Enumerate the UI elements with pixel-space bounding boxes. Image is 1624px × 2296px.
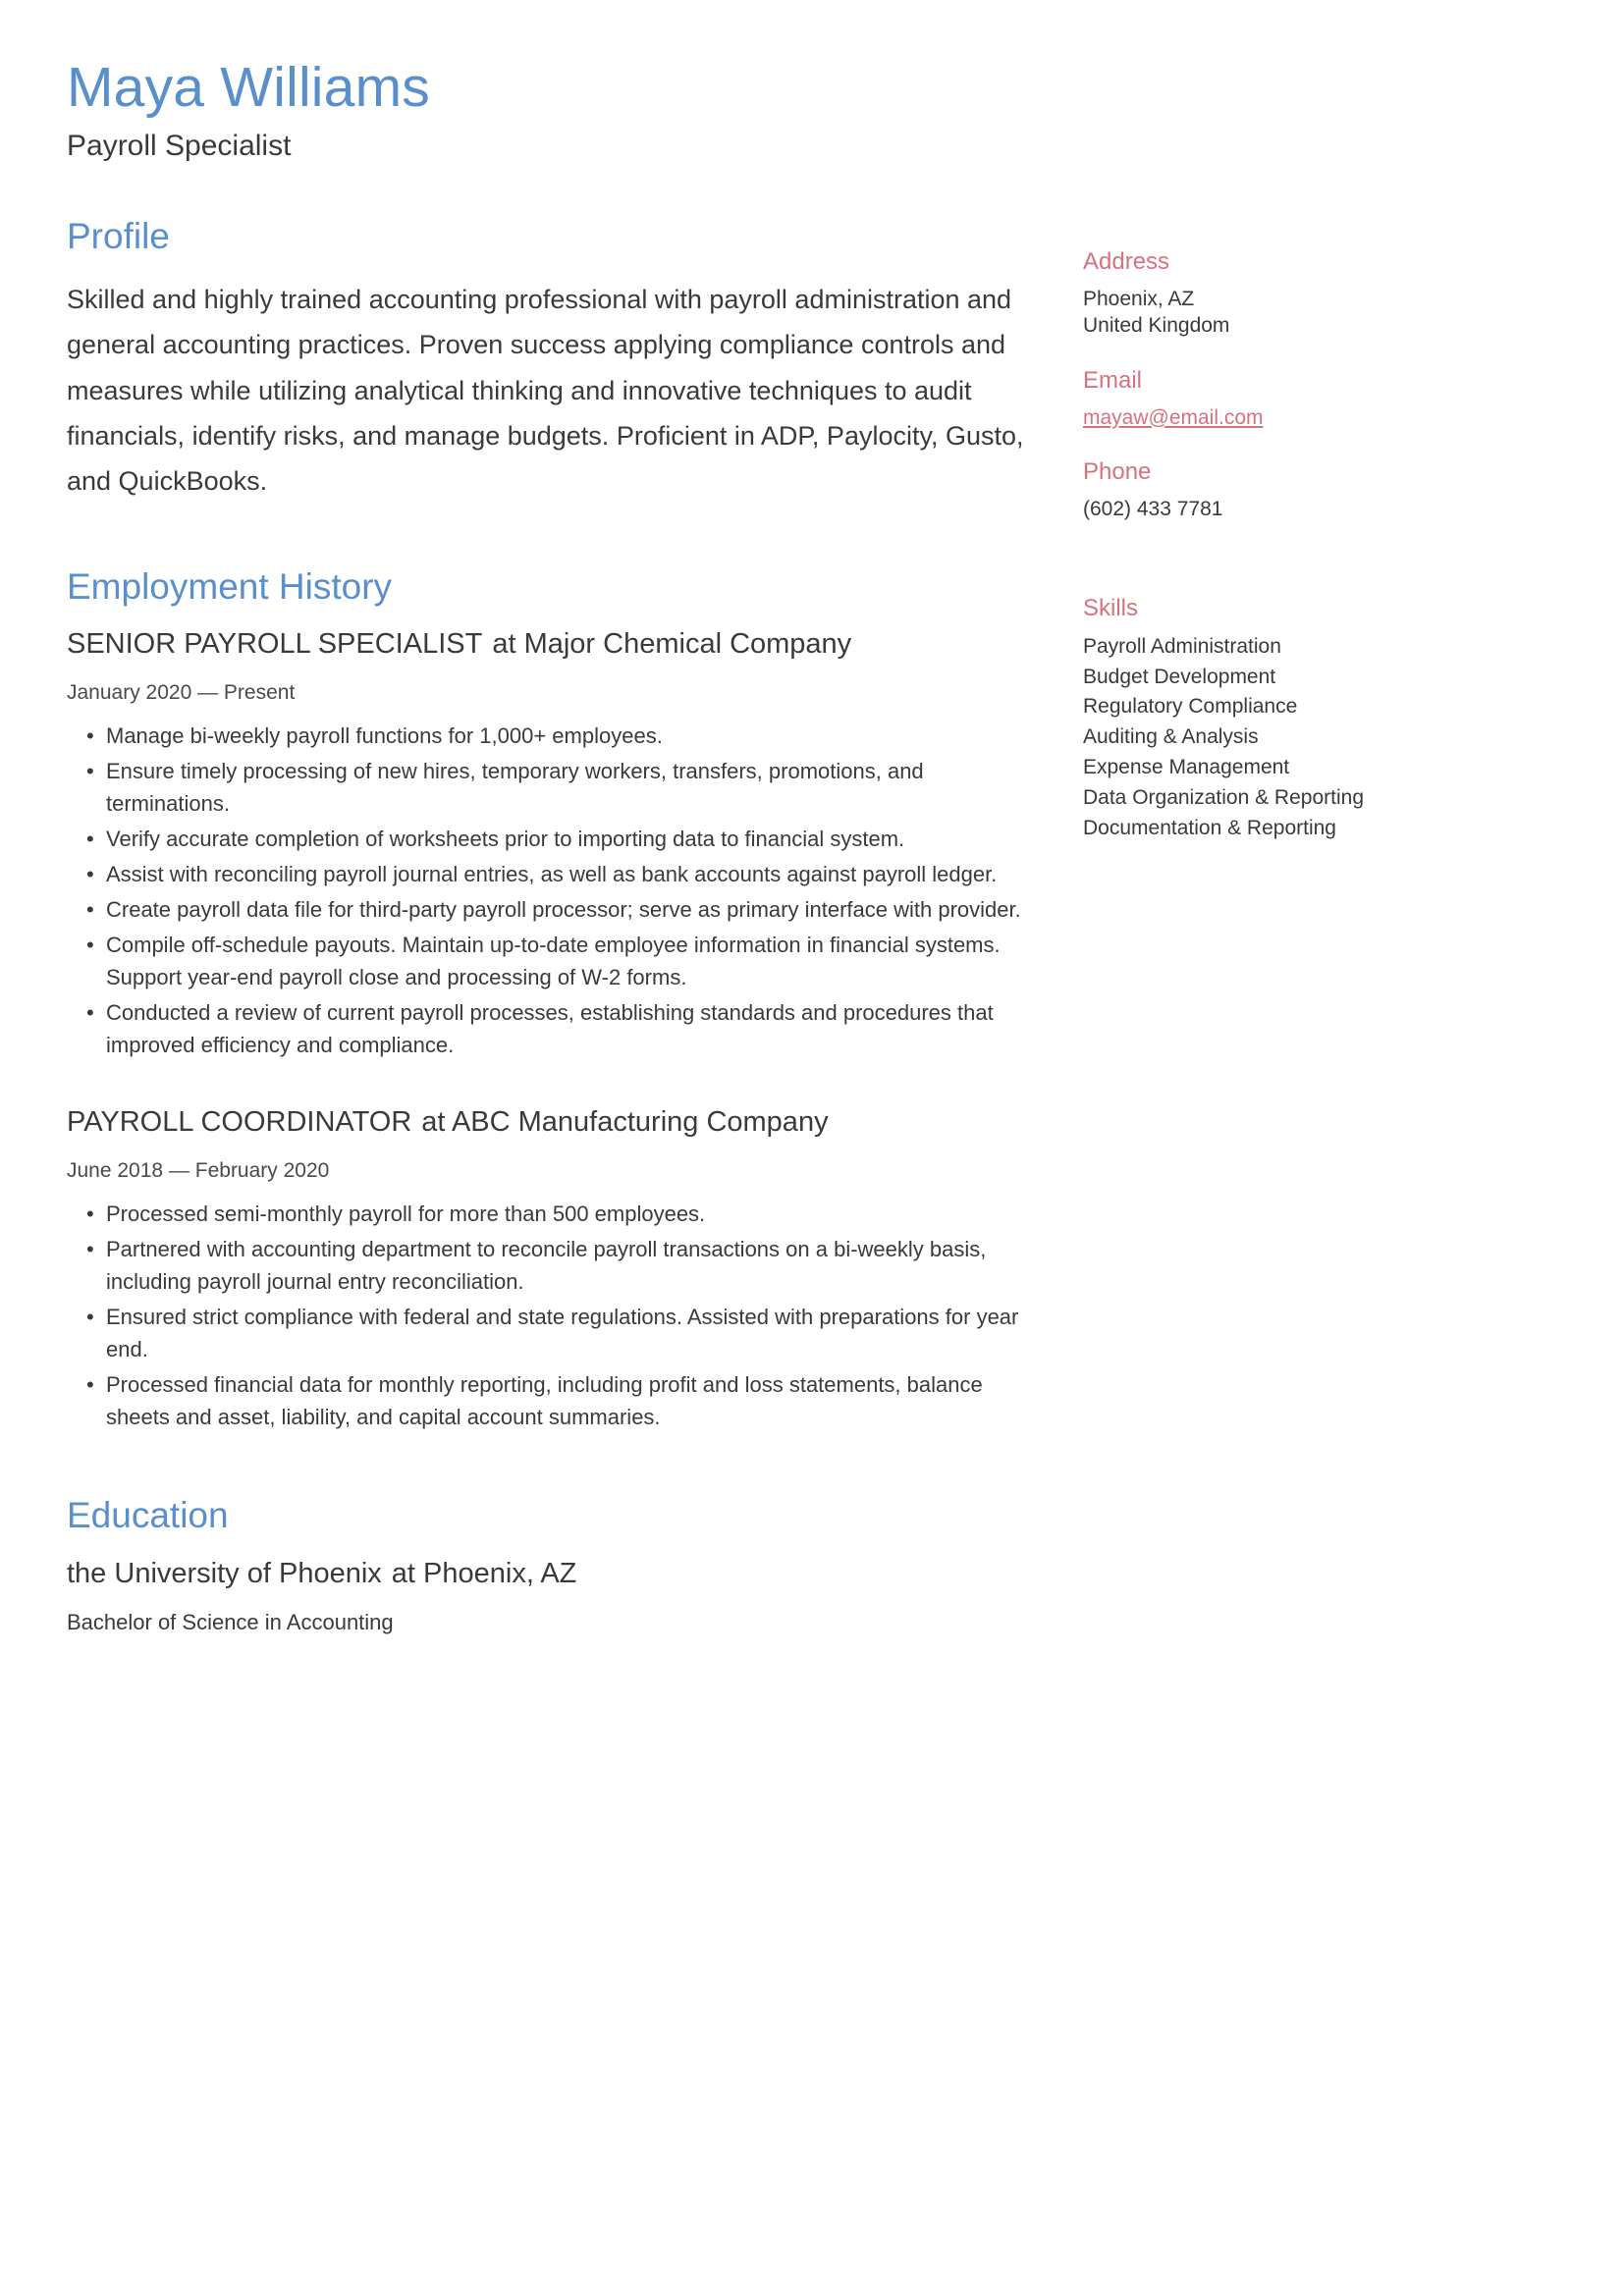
education-entry-title: [67, 1556, 1024, 1593]
employment-bullet: • Ensured strict compliance with federal and state regulations. Assisted with preparations for year end.: [67, 1301, 1024, 1365]
employment-bullet: • Conducted a review of current payroll processes, establishing standards and procedures that improved efficiency and compliance.: [67, 996, 1024, 1061]
employment-section: [67, 565, 1024, 1433]
skill-item: Data Organization & Reporting: [1083, 786, 1364, 810]
address-line-2: United Kingdom: [1083, 314, 1230, 338]
education-location: at Phoenix, AZ: [391, 1557, 577, 1589]
email-link[interactable]: mayaw@email.com: [1083, 405, 1264, 429]
candidate-job-title: Payroll Specialist: [67, 129, 292, 162]
employment-dates: January 2020 — Present: [67, 680, 296, 704]
education-section: [67, 1494, 1024, 1638]
employment-entry-title: [67, 1104, 1024, 1142]
employment-bullet: • Partnered with accounting department to reconcile payroll transactions on a bi-weekly basis, including payroll journal entry reconciliation.: [67, 1233, 1024, 1298]
skill-item: Budget Development: [1083, 665, 1276, 688]
profile-text: Skilled and highly trained accounting professional with payroll administration and general accounting practices. Proven success applying compliance controls and measures while utilizing analytical thinking and innovative techniques to audit financials, identify risks, and manage budgets. Proficient in ADP, Paylocity, Gusto, and QuickBooks.: [67, 284, 1024, 497]
employment-bullet: • Processed semi-monthly payroll for more than 500 employees.: [67, 1198, 1024, 1230]
email-label: Email: [1083, 367, 1143, 395]
employment-bullet: • Assist with reconciling payroll journal entries, as well as bank accounts against payroll ledger.: [67, 858, 1024, 890]
address-line-1: Phoenix, AZ: [1083, 287, 1195, 310]
address-group: [1083, 246, 1557, 340]
skills-group: [1083, 593, 1557, 843]
resume-header: [67, 57, 1557, 164]
phone-group: [1083, 456, 1557, 522]
profile-heading: Profile: [67, 216, 170, 257]
skill-item: Expense Management: [1083, 756, 1290, 779]
resume-body-columns: [67, 215, 1557, 1638]
phone-value: (602) 433 7781: [1083, 497, 1223, 520]
education-entry: [67, 1556, 1024, 1638]
employment-bullet: • Verify accurate completion of worksheets prior to importing data to financial system.: [67, 823, 1024, 855]
employment-bullet: • Ensure timely processing of new hires, temporary workers, transfers, promotions, and terminations.: [67, 755, 1024, 820]
employment-dates: June 2018 — February 2020: [67, 1158, 330, 1182]
employment-entry-title: [67, 626, 1024, 664]
employment-entry: [67, 1104, 1024, 1433]
employment-company: at ABC Manufacturing Company: [421, 1106, 829, 1139]
employment-heading: Employment History: [67, 565, 393, 607]
skills-list: [1083, 632, 1557, 844]
education-school: the University of Phoenix: [67, 1557, 382, 1589]
main-column: [67, 215, 1083, 1638]
employment-bullet-list: [67, 720, 1024, 1061]
employment-role: SENIOR PAYROLL SPECIALIST: [67, 628, 483, 661]
sidebar-column: [1083, 215, 1557, 869]
employment-bullet: • Processed financial data for monthly reporting, including profit and loss statements, balance sheets and asset, liability, and capital account summaries.: [67, 1368, 1024, 1433]
employment-bullet: • Create payroll data file for third-party payroll processor; serve as primary interface with provider.: [67, 893, 1024, 926]
education-degree: Bachelor of Science in Accounting: [67, 1610, 394, 1635]
employment-bullet-list: [67, 1198, 1024, 1433]
candidate-name: Maya Williams: [67, 56, 430, 119]
email-group: [1083, 365, 1557, 431]
skills-label: Skills: [1083, 595, 1139, 622]
employment-company: at Major Chemical Company: [492, 628, 852, 661]
skill-item: Regulatory Compliance: [1083, 695, 1298, 719]
education-heading: Education: [67, 1495, 229, 1536]
employment-bullet: • Manage bi-weekly payroll functions for 1,000+ employees.: [67, 720, 1024, 752]
phone-label: Phone: [1083, 458, 1152, 486]
skill-item: Payroll Administration: [1083, 634, 1281, 658]
employment-role: PAYROLL COORDINATOR: [67, 1106, 412, 1139]
address-label: Address: [1083, 248, 1170, 276]
profile-section: [67, 215, 1024, 505]
employment-entry: [67, 626, 1024, 1061]
skill-item: Documentation & Reporting: [1083, 816, 1336, 839]
skill-item: Auditing & Analysis: [1083, 725, 1259, 749]
employment-bullet: • Compile off-schedule payouts. Maintain up-to-date employee information in financial systems. Support year-end payroll close and processing of W-2 forms.: [67, 929, 1024, 993]
